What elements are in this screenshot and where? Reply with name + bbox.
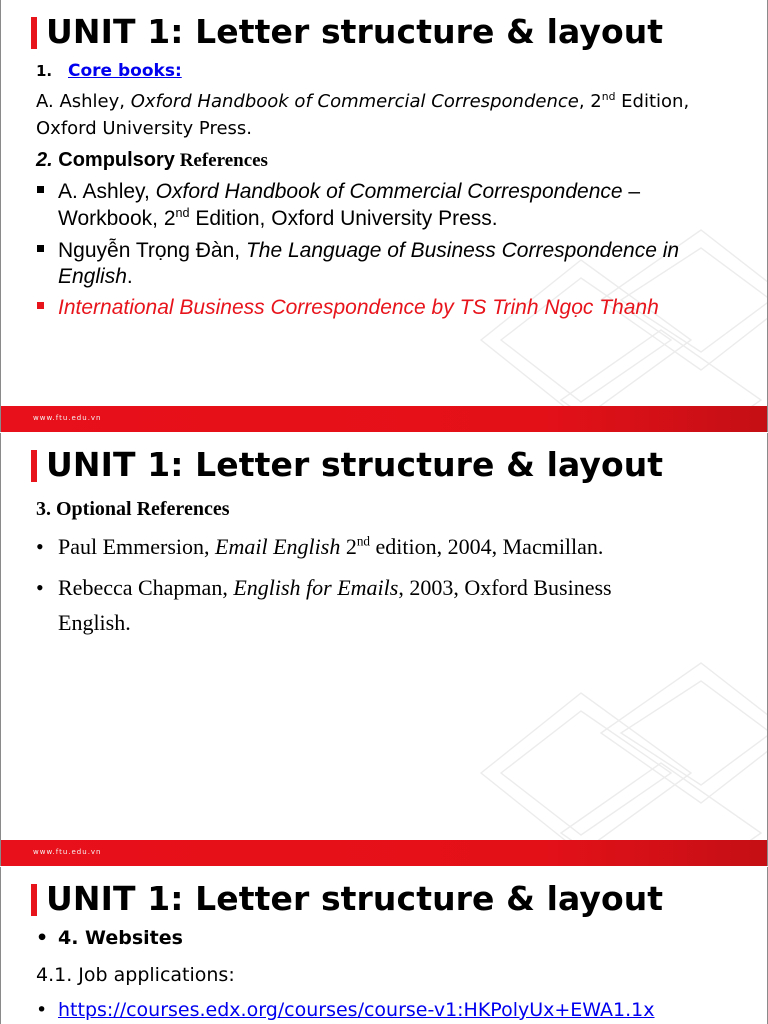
- compulsory-label: Compulsory: [52, 149, 175, 171]
- item-edition-pre: Workbook, 2: [58, 207, 176, 230]
- websites-heading: 4. Websites: [58, 927, 183, 949]
- item-title: The Language of Business Correspondence in: [245, 239, 680, 262]
- item-edition-sup: nd: [356, 533, 371, 549]
- core-books-link[interactable]: Core books:: [68, 61, 182, 81]
- title-accent-bar: [31, 450, 37, 482]
- core-books-number: 1.: [36, 62, 53, 80]
- references-label: References: [174, 150, 268, 171]
- bullet-square-icon: [37, 245, 44, 252]
- slide-title: UNIT 1: Letter structure & layout: [46, 879, 664, 918]
- item-edition-pre: 2: [340, 534, 357, 559]
- slide-title: UNIT 1: Letter structure & layout: [46, 445, 664, 484]
- optional-references-heading: 3. Optional References: [36, 498, 230, 520]
- optional-item-2-line-2: English.: [58, 610, 131, 635]
- core-book-edition-post: Edition,: [615, 91, 690, 112]
- bullet-dot-icon: •: [36, 534, 44, 559]
- item-details: , 2003, Oxford Business: [398, 575, 612, 600]
- footer-band: [1, 840, 768, 866]
- core-book-line-2: Oxford University Press.: [36, 118, 253, 139]
- item-edition-sup: nd: [175, 206, 190, 220]
- item-period: .: [126, 265, 133, 288]
- item-dash: –: [622, 180, 641, 203]
- footer-url: www.ftu.edu.vn: [33, 414, 102, 422]
- job-applications-label: 4.1. Job applications:: [36, 964, 235, 986]
- slide-3: [0, 867, 768, 1024]
- compulsory-item-1-line-1: [58, 180, 640, 204]
- item-author: A. Ashley,: [58, 180, 156, 203]
- core-book-edition-pre: , 2: [578, 91, 602, 112]
- item-title: Email English: [215, 534, 341, 559]
- core-book-edition-sup: nd: [601, 90, 616, 103]
- item-edition-post: edition, 2004, Macmillan.: [370, 534, 604, 559]
- core-book-title: Oxford Handbook of Commercial Correspondence: [130, 91, 579, 112]
- edx-course-link[interactable]: https://courses.edx.org/courses/course-v1:HKPolyUx+EWA1.1x: [58, 999, 655, 1021]
- item-title: Oxford Handbook of Commercial Correspondence: [155, 180, 623, 203]
- item-title: English for Emails: [233, 575, 399, 600]
- compulsory-item-2-line-1: [58, 239, 679, 263]
- bullet-dot-icon: •: [36, 999, 48, 1021]
- item-author: Nguyễn Trọng Đàn,: [58, 239, 246, 262]
- item-title-cont: English: [58, 265, 127, 288]
- footer-url: www.ftu.edu.vn: [33, 848, 102, 856]
- item-author: Paul Emmersion,: [58, 534, 216, 559]
- title-accent-bar: [31, 884, 37, 916]
- footer-band: [1, 406, 768, 432]
- compulsory-references-heading: [36, 149, 268, 172]
- slide-title: UNIT 1: Letter structure & layout: [46, 12, 664, 51]
- slide-2: [0, 433, 768, 866]
- bullet-square-icon: [37, 186, 44, 193]
- compulsory-item-1-line-2: [58, 207, 498, 231]
- bullet-square-icon: [37, 302, 44, 309]
- core-book-line-1: [36, 91, 689, 112]
- optional-item-2-line-1: [58, 575, 612, 601]
- compulsory-item-3: International Business Correspondence by TS Trinh Ngọc Thanh: [58, 296, 659, 319]
- item-edition-post: Edition, Oxford University Press.: [189, 207, 498, 230]
- bullet-dot-icon: •: [36, 575, 44, 600]
- title-accent-bar: [31, 17, 37, 49]
- optional-item-1: [58, 534, 603, 560]
- slide-1: [0, 0, 768, 432]
- bullet-dot-icon: •: [36, 927, 49, 949]
- item-author: Rebecca Chapman,: [58, 575, 234, 600]
- compulsory-number: 2.: [36, 149, 53, 171]
- core-book-author: A. Ashley,: [36, 91, 131, 112]
- compulsory-item-2-line-2: [58, 265, 133, 289]
